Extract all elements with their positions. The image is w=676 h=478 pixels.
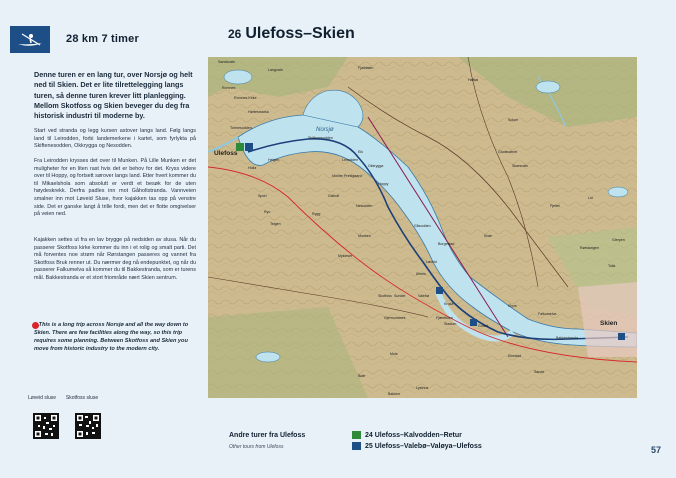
english-summary xyxy=(34,321,194,353)
lake-label: Norsjø xyxy=(316,127,334,133)
qr-code-skotfoss[interactable] xyxy=(75,413,101,439)
qr-label-loveid: Løveid sluse xyxy=(27,395,57,401)
map-label: Fjærekilen xyxy=(436,316,453,320)
map-label: Rørstangen xyxy=(580,246,599,250)
map-label: Eik xyxy=(358,150,363,154)
distance-duration: 28 km 7 timer xyxy=(66,33,139,45)
map-label: Ørnes xyxy=(416,272,426,276)
route-24-icon xyxy=(352,431,361,439)
map-label: Ulefoss xyxy=(214,150,238,157)
map-label: Tolla xyxy=(608,264,616,268)
qr-label-skotfoss: Skotfoss sluse xyxy=(65,395,99,401)
kayak-icon xyxy=(10,26,50,53)
map-label: Leirodden xyxy=(342,158,358,162)
map-label: Borgestad xyxy=(438,242,455,246)
intro-text: Denne turen er en lang tur, over Norsjø og helt ned til Skien. Det er lite tilrettelegging langs turen, så denne turen krever litt planlegging. Mellom Skotfoss og Skien beveger du deg fra historisk industri til moderne by. xyxy=(34,70,193,121)
map-label: Hørtesmarka xyxy=(248,110,269,114)
english-summary-text: This is a long trip across Norsjø and all the way down to Skien. There are few facilities along the way, so this trip requires some planning. Between Skotfoss and Skien you move from historic industry to the modern city. xyxy=(34,322,189,353)
map-label: Klyve xyxy=(508,304,517,308)
map-label: Skotfoss xyxy=(378,294,392,298)
map-label: Skiftenesodden xyxy=(308,136,333,140)
map-label: Skien xyxy=(600,320,618,327)
map-label: Lysthus xyxy=(416,386,429,390)
map-label: Kiste xyxy=(484,234,492,238)
map-label: Stadum xyxy=(444,322,457,326)
map-label: Bakken xyxy=(388,392,400,396)
map-label: Glodsvatnet xyxy=(498,150,518,154)
map-label: Mule xyxy=(390,352,398,356)
other-route-24[interactable] xyxy=(352,431,462,439)
map-label: Hafsal xyxy=(468,78,479,82)
map-label: Falkumelva xyxy=(538,312,557,316)
map-label: Gulset xyxy=(478,324,489,328)
other-tours-subtitle: Other tours from Ulefoss xyxy=(229,444,284,450)
map-label: Kroka xyxy=(444,302,454,306)
map-label: Sande xyxy=(534,370,545,374)
map-label: Munken xyxy=(358,234,371,238)
map-label: Okkrygga xyxy=(368,164,384,168)
right-margin xyxy=(637,57,676,478)
route-24-label: 24 Ulefoss–Kalvodden–Retur xyxy=(365,431,462,439)
map-label: Gjermundnes xyxy=(384,316,406,320)
map-label: Fjellet xyxy=(550,204,560,208)
map-label: Ryo xyxy=(264,210,271,214)
paragraph-3: Kajakken settes ut fra en lav brygge på nedsiden av slusa. Når du passerer Skotfoss kirke kommer du inn i et rolig og smalt parti. Det må forventes noe strøm når Rørstangen passeres og vannet fra Skotfoss Bruk renner ut. Du nærmer deg nå endepunktet, og når du passerer Falkumelva så kommer du til Bakkestranda, som er turens mål. Bakkestranda er et stort friområde nært Skien sentrum. xyxy=(34,237,196,281)
map-label: Sundet xyxy=(394,294,406,298)
page-number: 57 xyxy=(651,445,662,455)
map-label: Teigen xyxy=(270,222,281,226)
map-label: Gierpen xyxy=(612,238,625,242)
map-label: Langvatn xyxy=(268,68,283,72)
map-label: Sandsvatn xyxy=(218,60,235,64)
map-label: Romnes xyxy=(222,86,236,90)
map-label: Hoppy xyxy=(378,182,389,186)
map-label: Nesodden xyxy=(356,204,373,208)
page-title xyxy=(228,25,355,43)
map-label: Lid xyxy=(588,196,593,200)
map-label: Bakkestranda xyxy=(556,336,578,340)
route-25-icon xyxy=(352,442,361,450)
map-label: Ekestad xyxy=(508,354,521,358)
map-label: Helgen xyxy=(268,158,280,162)
map-label: Løveid xyxy=(426,260,437,264)
map-label: Fjalldalen xyxy=(358,66,374,70)
map-label: Nordre Prestgaard xyxy=(332,174,362,178)
map-label: Sport xyxy=(258,194,267,198)
route-map[interactable] xyxy=(208,57,637,398)
map-label: Rygg xyxy=(312,212,321,216)
route-number: 26 xyxy=(228,27,242,41)
paragraph-1: Start ved stranda og legg kursen astover langs land. Følg langs land til Leirodden, forbi landemerkene i kartet, som fyrlykta på Skiftenesodden, Okkrygga og Nesodden. xyxy=(34,128,196,150)
paragraph-2: Fra Leirodden krysses det over til Munken. På Lille Munken er det muligheter for en liten rast hvis det er behov for det. Kryss videre over til Hoppy, og fortsett sørover langs land. Etter hvert kommer du til Mikaelshola som absolutt er verdt et besøk for de uten høydeskrekk. Derfra padles inn mot Gåholtstranda. Vannveien smalner inn mot Løveid Sluse, hvor kajakken tas opp på venstre side. Det er ganske langt å trille fordi, men det er flotte omgivelser på veien ned. xyxy=(34,158,196,218)
map-label: Solum xyxy=(508,118,519,122)
map-label: Gisholt xyxy=(328,194,340,198)
route-title: Ulefoss–Skien xyxy=(245,25,355,42)
map-label: Skarsvatn xyxy=(512,164,528,168)
map-label: Gåsodden xyxy=(414,224,431,228)
map-label: Bøle xyxy=(358,374,366,378)
other-route-25[interactable] xyxy=(352,442,482,450)
map-label: Mykleset xyxy=(338,254,353,258)
route-25-label: 25 Ulefoss–Valebø–Valøya–Ulefoss xyxy=(365,442,482,450)
map-label: Holla xyxy=(248,166,257,170)
map-label: Romnes Kirke xyxy=(234,96,257,100)
qr-code-loveid[interactable] xyxy=(33,413,59,439)
other-tours-title: Andre turer fra Ulefoss xyxy=(229,432,306,439)
map-label: Valebø xyxy=(418,294,430,298)
map-label: Tormesodden xyxy=(230,126,252,130)
